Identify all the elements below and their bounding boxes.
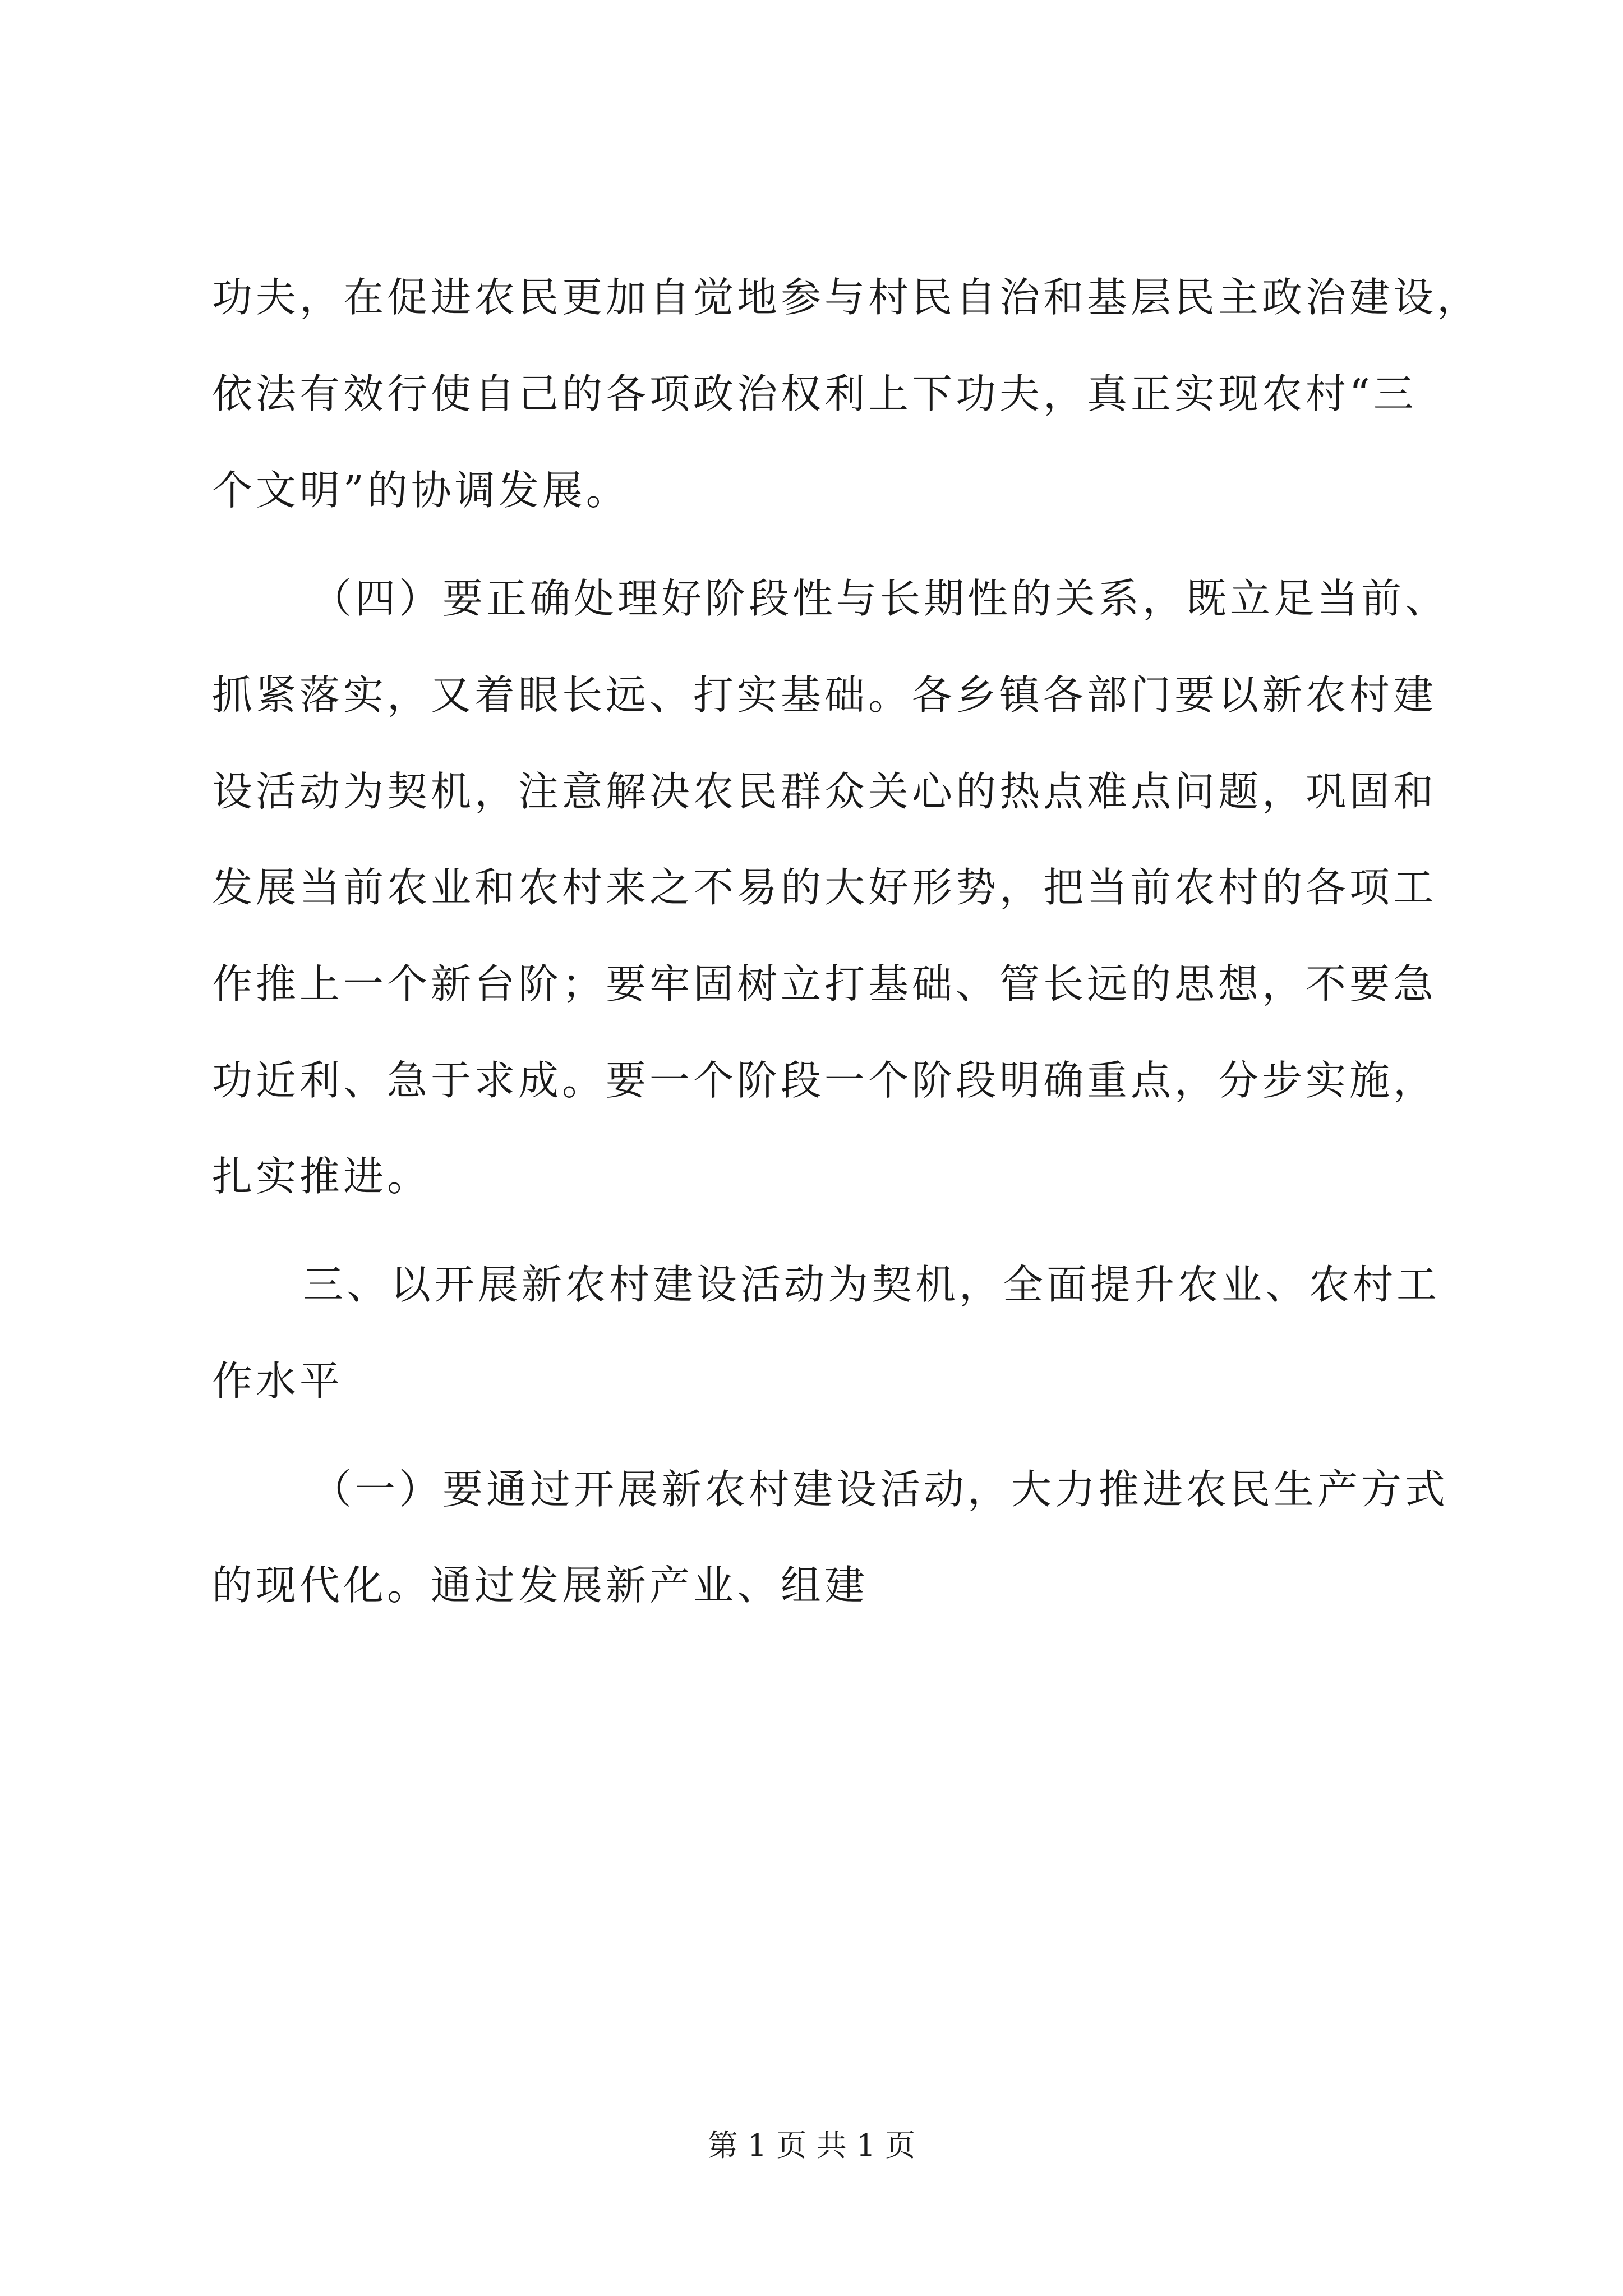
section-heading: 三、以开展新农村建设活动为契机，全面提升农业、农村工 [303, 1261, 1441, 1308]
paragraph-line: 功近利、急于求成。要一个阶段一个阶段明确重点，分步实施， [212, 1057, 1437, 1104]
section-heading: 作水平 [212, 1358, 344, 1405]
paragraph-line: 抓紧落实，又着眼长远、打实基础。各乡镇各部门要以新农村建 [212, 671, 1437, 719]
paragraph-line: 依法有效行使自己的各项政治权利上下功夫，真正实现农村“三 [212, 370, 1417, 417]
page-footer: 第 1 页 共 1 页 [707, 2128, 916, 2163]
paragraph-line: 个文明”的协调发展。 [212, 467, 630, 514]
paragraph-line: 的现代化。通过发展新产业、组建 [212, 1562, 869, 1609]
paragraph-line: 发展当前农业和农村来之不易的大好形势，把当前农村的各项工 [212, 864, 1437, 911]
paragraph-line: 设活动为契机，注意解决农民群众关心的热点难点问题，巩固和 [212, 768, 1437, 815]
paragraph-line: （四）要正确处理好阶段性与长期性的关系，既立足当前、 [311, 575, 1449, 622]
paragraph-line: 扎实推进。 [212, 1153, 431, 1200]
paragraph-line: 功夫，在促进农民更加自觉地参与村民自治和基层民主政治建设， [212, 274, 1481, 321]
paragraph-line: （一）要通过开展新农村建设活动，大力推进农民生产方式 [311, 1466, 1449, 1513]
paragraph-line: 作推上一个新台阶；要牢固树立打基础、管长远的思想，不要急 [212, 960, 1437, 1007]
